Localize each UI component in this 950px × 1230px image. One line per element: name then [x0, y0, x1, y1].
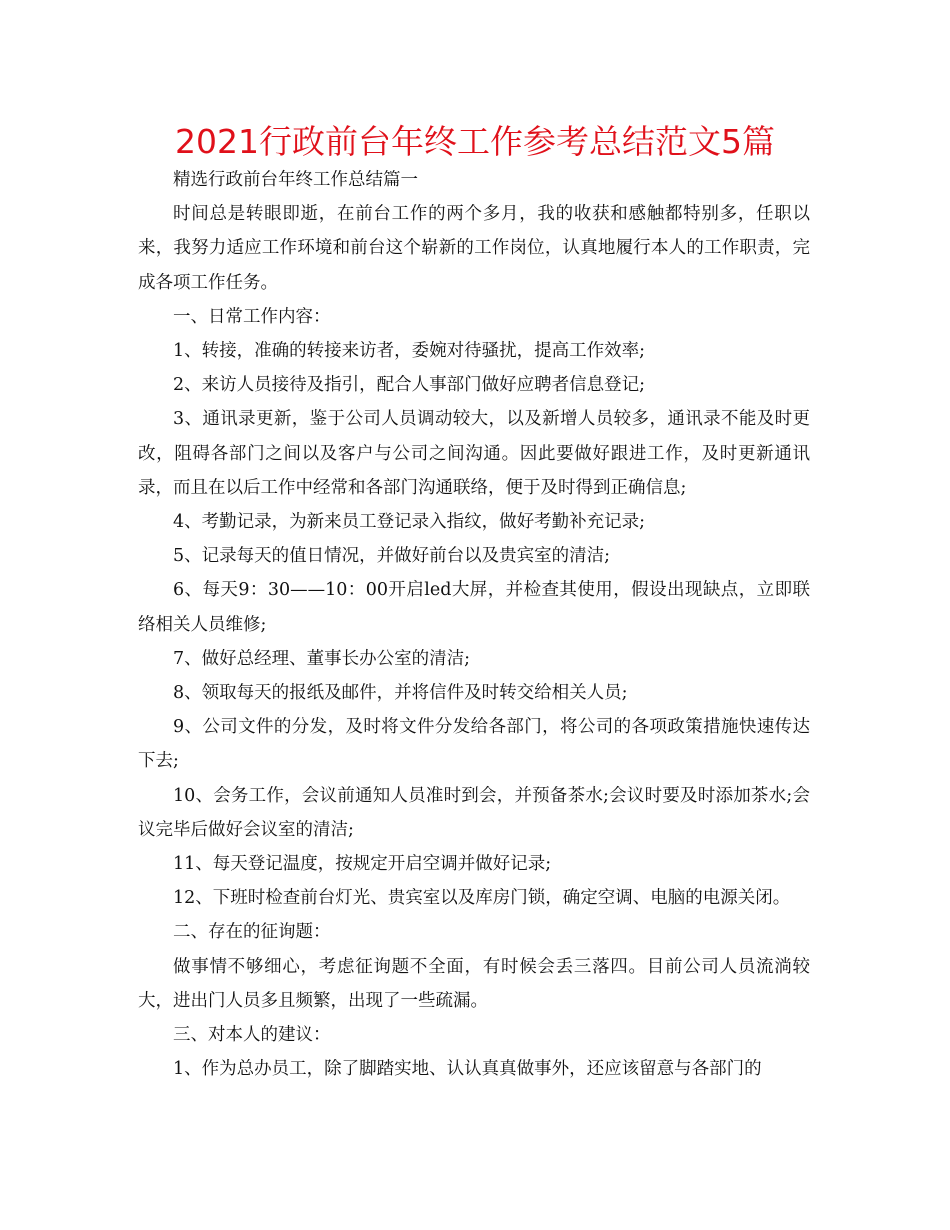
list-item: 8、领取每天的报纸及邮件，并将信件及时转交给相关人员; — [173, 683, 628, 704]
list-item: 5、记录每天的值日情况，并做好前台以及贵宾室的清洁; — [173, 546, 611, 567]
document-body — [138, 163, 810, 1086]
section-heading: 三、对本人的建议： — [173, 1025, 331, 1046]
section-heading: 一、日常工作内容： — [173, 306, 331, 327]
section-heading: 精选行政前台年终工作总结篇一 — [173, 170, 418, 190]
paragraph: 做事情不够细心，考虑征询题不全面，有时候会丢三落四。目前公司人员流淌较大，进出门人员多且频繁，出现了一些疏漏。 — [138, 956, 810, 1011]
list-item: 1、作为总办员工，除了脚踏实地、认认真真做事外，还应该留意与各部门的 — [173, 1059, 762, 1080]
list-item: 9、公司文件的分发，及时将文件分发给各部门，将公司的各项政策措施快速传达下去; — [138, 717, 810, 772]
section-heading: 二、存在的征询题： — [173, 922, 331, 943]
list-item: 4、考勤记录，为新来员工登记录入指纹，做好考勤补充记录; — [173, 512, 646, 533]
list-item: 6、每天9：30——10：00开启led大屏，并检查其使用，假设出现缺点，立即联络相关人员维修; — [138, 580, 810, 635]
list-item: 3、通讯录更新，鉴于公司人员调动较大，以及新增人员较多，通讯录不能及时更改，阻碍各部门之间以及客户与公司之间沟通。因此要做好跟进工作，及时更新通讯录，而且在以后工作中经常和各部门沟通联络，便于及时得到正确信息; — [138, 409, 810, 498]
list-item: 1、转接，准确的转接来访者，委婉对待骚扰，提高工作效率; — [173, 341, 646, 362]
list-item: 10、会务工作，会议前通知人员准时到会，并预备茶水;会议时要及时添加茶水;会议完毕后做好会议室的清洁; — [138, 785, 810, 840]
document-title: 2021行政前台年终工作参考总结范文5篇 — [175, 122, 775, 161]
list-item: 11、每天登记温度，按规定开启空调并做好记录; — [173, 854, 552, 875]
list-item: 7、做好总经理、董事长办公室的清洁; — [173, 648, 471, 669]
list-item: 2、来访人员接待及指引，配合人事部门做好应聘者信息登记; — [173, 375, 646, 396]
list-item: 12、下班时检查前台灯光、贵宾室以及库房门锁，确定空调、电脑的电源关闭。 — [173, 888, 791, 909]
paragraph: 时间总是转眼即逝，在前台工作的两个多月，我的收获和感触都特别多，任职以来，我努力适应工作环境和前台这个崭新的工作岗位，认真地履行本人的工作职责，完成各项工作任务。 — [138, 204, 810, 293]
